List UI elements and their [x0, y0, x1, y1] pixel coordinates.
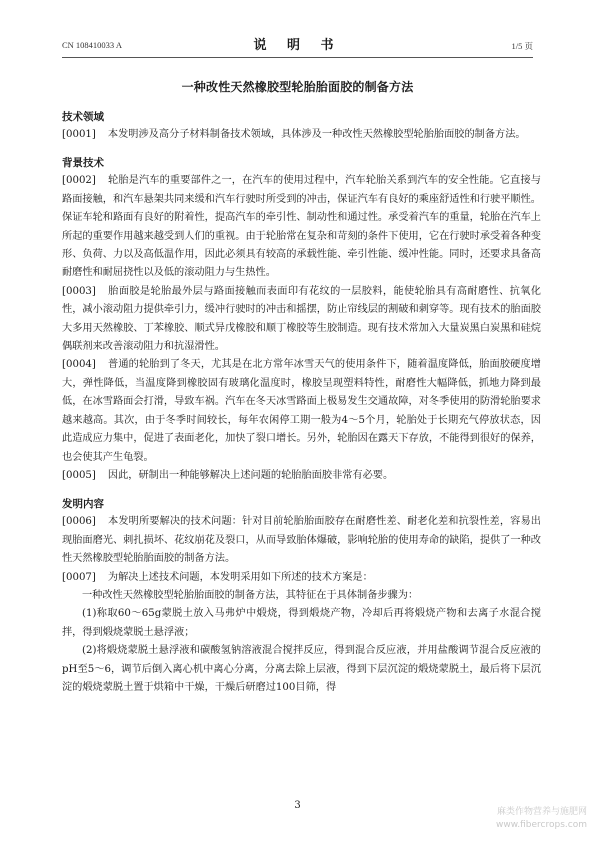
paragraph-text: 轮胎是汽车的重要部件之一，在汽车的使用过程中，汽车轮胎关系到汽车的安全性能。它直接与路面接触，和汽车悬架共同来缓和汽车行驶时所受到的冲击，保证汽车有良好的乘座舒适性和行驶平顺性。保证车轮和路面有良好的附着性，提高汽车的牵引性、制动性和通过性。承受着汽车的重量，轮胎在汽车上所起的重要作用越来越受到人们的重视。由于轮胎常在复杂和苛刻的条件下使用，它在行驶时承受着各种变形、负荷、力以及高低温作用，因此必须具有较高的承载性能、牵引性能、缓冲性能。同时，还要求具备高耐磨性和耐屈挠性以及低的滚动阻力与生热性。: [62, 175, 541, 279]
paragraph: [62, 467, 541, 485]
paragraph-number: [0001]: [62, 129, 96, 140]
paragraph: [62, 126, 541, 144]
watermark-line-1: 麻类作物营养与施肥网: [496, 807, 587, 817]
document-type: 说 明 书: [253, 38, 342, 53]
paragraph: [62, 513, 541, 568]
paragraph-text: (1)称取60～65g蒙脱土放入马弗炉中煅烧，得到煅烧产物，冷却后再将煅烧产物和去离子水混合搅拌，得到煅烧蒙脱土悬浮液；: [62, 608, 541, 638]
paragraph-number: [0002]: [62, 175, 96, 187]
paragraph-text: 本发明涉及高分子材料制备技术领域，具体涉及一种改性天然橡胶型轮胎胎面胶的制备方法。: [107, 129, 526, 140]
watermark-line-2: www.fibercrops.com: [496, 820, 587, 830]
section-heading: 发明内容: [62, 498, 104, 511]
paragraph-number: [0006]: [62, 516, 96, 528]
paragraph-number: [0005]: [62, 469, 96, 481]
paragraph-text: 因此，研制出一种能够解决上述问题的轮胎胎面胶非常有必要。: [107, 469, 394, 481]
watermark: [496, 806, 587, 832]
paragraph: [62, 605, 541, 642]
header-rule: [62, 57, 533, 58]
section-heading: 背景技术: [62, 157, 104, 170]
section-gap: [62, 144, 541, 154]
paragraph-number: [0007]: [62, 571, 96, 583]
section-gap: [62, 485, 541, 495]
page-count: 1/5 页: [511, 41, 533, 51]
paragraph: [62, 642, 541, 697]
paragraph: [62, 356, 541, 466]
paragraph-number: [0003]: [62, 285, 96, 297]
paragraph-text: 为解决上述技术问题，本发明采用如下所述的技术方案是：: [107, 571, 373, 583]
paragraph: [62, 283, 541, 357]
document-title: 一种改性天然橡胶型轮胎胎面胶的制备方法: [181, 80, 414, 94]
paragraph-number: [0004]: [62, 359, 96, 371]
publication-number: CN 108410033 A: [62, 40, 122, 50]
paragraph: [62, 569, 541, 587]
paragraph-text: 一种改性天然橡胶型轮胎胎面胶的制备方法，其特征在于具体制备步骤为：: [82, 589, 419, 601]
paragraph: [62, 587, 541, 605]
section-heading: 技术领域: [62, 111, 104, 123]
paragraph: [62, 172, 541, 282]
page-header: [62, 34, 533, 56]
paragraph-text: 胎面胶是轮胎最外层与路面接触而表面印有花纹的一层胶料，能使轮胎具有高耐磨性、抗氧化性，减小滚动阻力提供牵引力，缓冲行驶时的冲击和摇摆，防止帘线层的割破和刺穿等。现有技术的胎面胶大多用天然橡胶、丁苯橡胶、顺式异戊橡胶和顺丁橡胶等生胶制造。现有技术常加入大量炭黑白炭黑和硅烷偶联剂来改善滚动阻力和抗湿滑性。: [62, 285, 541, 353]
paragraph-text: 本发明所要解决的技术问题：针对目前轮胎胎面胶存在耐磨性差、耐老化差和抗裂性差，容易出现胎面磨光、刺扎损坏、花纹崩花及裂口，从而导致胎体爆破，影响轮胎的使用寿命的缺陷，提供了一种改性天然橡胶型轮胎胎面胶的制备方法。: [62, 516, 541, 565]
document-body: [62, 108, 541, 697]
paragraph-text: 普通的轮胎到了冬天，尤其是在北方常年冰雪天气的使用条件下，随着温度降低，胎面胶硬度增大，弹性降低，当温度降到橡胶固有玻璃化温度时，橡胶呈现塑料特性，耐磨性大幅降低，抓地力降到最低，在冰雪路面会打滑，导致车祸。汽车在冬天冰雪路面上极易发生交通故障，对冬季使用的防滑轮胎要求越来越高。其次，由于冬季时间较长，每年农闲停工期一般为4～5个月，轮胎处于长期充气停放状态，因此造成应力集中，促进了表面老化，加快了裂口增长。另外，轮胎因在露天下存放，不能得到很好的保养，也会使其产生龟裂。: [62, 359, 541, 463]
page-number: 3: [294, 800, 301, 811]
paragraph-text: (2)将煅烧蒙脱土悬浮液和碳酸氢钠溶液混合搅拌反应，得到混合反应液，并用盐酸调节混合反应液的pH至5～6，调节后倒入离心机中离心分离，分离去除上层液，得到下层沉淀的煅烧蒙脱土，最后将下层沉淀的煅烧蒙脱土置于烘箱中干燥，干燥后研磨过100目筛，得: [62, 645, 541, 693]
